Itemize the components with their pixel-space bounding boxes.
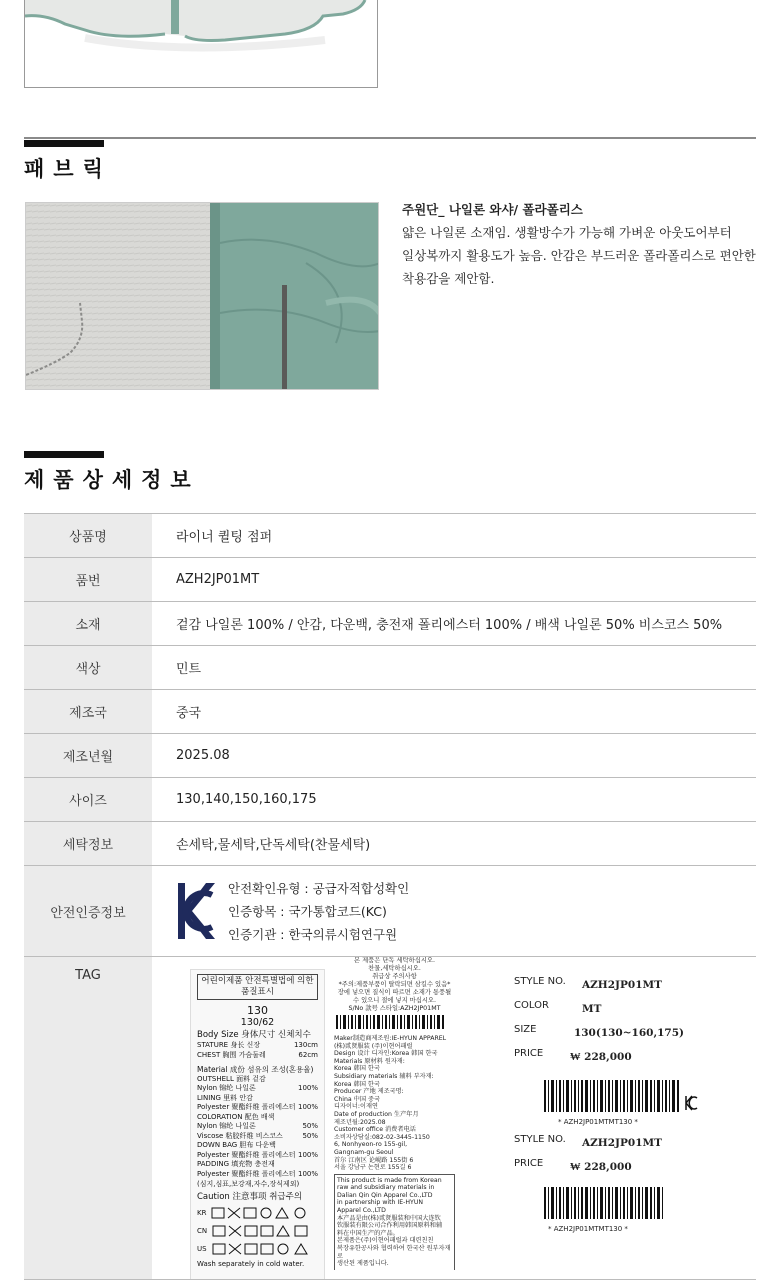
maker-line: China 中国 중국 <box>334 1095 380 1103</box>
row-key: 색상 <box>24 646 152 690</box>
label-line: 찬물,세탁하십시오. <box>368 965 421 972</box>
row-key: 제조년월 <box>24 734 152 778</box>
details-section-title: 제품상세정보 <box>24 468 200 492</box>
maker-line: Design 设计 디자인:Korea 韩国 한국 <box>334 1050 438 1058</box>
maker-line: Producer 产地 제조국명: <box>334 1088 404 1096</box>
care-body-size: Body Size 身体尺寸 신체치수 <box>197 1030 311 1040</box>
row-value: 중국 <box>152 690 756 734</box>
section-marker <box>24 451 104 458</box>
origin-line: raw and subsidiary materials in <box>337 1184 435 1192</box>
maker-line: 디자이너:이재연 <box>334 1103 378 1111</box>
care-poly3-val: 100% <box>297 1169 318 1178</box>
care-nylon-val: 100% <box>297 1084 318 1092</box>
row-key: 상품명 <box>24 514 152 558</box>
table-row <box>24 822 756 866</box>
fabric-image <box>25 202 379 390</box>
style-value: AZH2JP01MT <box>582 1137 662 1149</box>
row-value: 겉감 나일론 100% / 안감, 다운백, 충전재 폴리에스터 100% / 배색 나일론 50% 비스코스 50% <box>152 602 756 646</box>
care-viscose: Viscose 粘胶纤维 비스코스 <box>197 1131 283 1140</box>
origin-line: Apparel Co.,LTD <box>337 1207 386 1215</box>
fabric-description <box>402 198 762 290</box>
care-stature: STATURE 身长 신장 <box>197 1041 261 1049</box>
care-cn: CN <box>197 1226 208 1235</box>
origin-line: Dalian Qin Qin Apparel Co.,LTD <box>337 1191 433 1199</box>
origin-label <box>332 957 457 1279</box>
label-line: 본 제품은 단독 세탁하십시오. <box>354 957 435 964</box>
care-poly2-val: 100% <box>297 1150 318 1159</box>
row-value: 라이너 퀼팅 점퍼 <box>152 514 756 558</box>
care-viscose-val: 50% <box>302 1131 318 1140</box>
product-image <box>24 0 378 88</box>
row-key: 품번 <box>24 558 152 602</box>
care-chest-val: 62cm <box>298 1050 318 1059</box>
tag-images <box>152 957 756 1280</box>
origin-line: 복장유한공사와 협력하여 한국산 원부자재 로 <box>337 1245 451 1260</box>
row-value: 민트 <box>152 646 756 690</box>
care-symbols-icon <box>210 1206 310 1220</box>
table-row <box>24 734 756 778</box>
care-nylon2: Nylon 锦纶 나일론 <box>197 1122 256 1130</box>
size-label: SIZE <box>514 1023 537 1035</box>
label-line: 장에 넣으면 질식이 따르면 소재가 통풍될 <box>337 989 452 996</box>
section-marker <box>24 140 104 147</box>
row-key: 세탁정보 <box>24 822 152 866</box>
label-line: S/No 款号 스타일:AZH2JP01MT <box>348 1005 441 1012</box>
maker-line: Gangnam-gu Seoul <box>334 1148 394 1156</box>
row-key: 제조국 <box>24 690 152 734</box>
care-caution: Caution 注意事项 취급주의 <box>197 1191 303 1202</box>
kc-mark-icon <box>176 881 216 941</box>
label-line: 취급상 주의사항 <box>372 973 417 980</box>
maker-line: Subsidiary materials 辅料 부자재: <box>334 1072 434 1080</box>
safety-type: 안전확인유형 : 공급자적합성확인 <box>228 880 410 896</box>
maker-line: Date of production 生产年月 <box>334 1110 419 1118</box>
row-key: TAG <box>24 957 152 1280</box>
fabric-line-2: 일상복까지 활용도가 높음. 안감은 부드러운 폴라폴리스로 편안한 <box>402 248 756 263</box>
care-poly-val: 100% <box>297 1103 318 1111</box>
care-exclusion: (심지,심표,보강재,자수,장식제외) <box>197 1180 300 1188</box>
care-label-header: 어린이제품 안전특별법에 의한 품질표시 <box>197 974 318 1000</box>
color-value: MT <box>582 1003 602 1015</box>
care-size: 130 <box>247 1004 268 1017</box>
care-poly2: Polyester 聚酯纤维 폴리에스터 <box>197 1150 296 1159</box>
table-row <box>24 558 756 602</box>
maker-line: 제조년월:2025.08 <box>334 1118 386 1126</box>
origin-line: 본제품은(주)이현어패럴과 대련친친 <box>337 1237 434 1245</box>
maker-line: Korea 韩国 한국 <box>334 1065 380 1073</box>
maker-line: 서울 강남구 논현로 155길 6 <box>334 1164 412 1172</box>
care-poly3: Polyester 聚酯纤维 폴리에스터 <box>197 1169 296 1178</box>
origin-line: 钦服装有限公司合作利用韩国原料和辅 <box>337 1222 443 1230</box>
maker-line: 6, Nonhyeon-ro 155-gil, <box>334 1141 408 1149</box>
care-us: US <box>197 1244 207 1253</box>
row-value: 손세탁,물세탁,단독세탁(찬물세탁) <box>152 822 756 866</box>
row-value: AZH2JP01MT <box>152 558 756 602</box>
row-value: 2025.08 <box>152 734 756 778</box>
maker-line: Customer office 消费者电话 <box>334 1126 416 1134</box>
price-label: PRICE <box>514 1047 544 1059</box>
barcode-text: * AZH2JP01MTMT130 * <box>548 1225 628 1233</box>
fabric-heading: 주원단_ 나일론 와샤/ 폴라폴리스 <box>402 202 583 217</box>
maker-line: Maker制造商제조원:IE-HYUN APPAREL <box>334 1035 447 1042</box>
jacket-hem-illustration <box>25 0 378 88</box>
style-label: STYLE NO. <box>514 1133 566 1145</box>
care-symbols-icon <box>211 1224 311 1238</box>
care-symbols-icon <box>211 1242 311 1256</box>
care-downbag: DOWN BAG 胆布 다운백 <box>197 1141 276 1149</box>
care-nylon: Nylon 锦纶 나일론 <box>197 1084 256 1092</box>
barcode-1 <box>540 1080 700 1126</box>
maker-line: Materials 原材料 원자재: <box>334 1057 405 1065</box>
row-key: 소재 <box>24 602 152 646</box>
style-label: STYLE NO. <box>514 975 566 987</box>
table-row <box>24 690 756 734</box>
row-value <box>152 866 756 957</box>
style-value: AZH2JP01MT <box>582 979 662 991</box>
section-divider <box>24 137 756 139</box>
origin-line: 料在中国生产的产品。 <box>337 1229 399 1237</box>
label-line: *주의:제품부품이 탈락되면 삼킬수 있음* <box>338 981 451 988</box>
origin-line: 생산된 제품입니다. <box>337 1260 389 1268</box>
price-label: PRICE <box>514 1157 544 1169</box>
price-value: ₩ 228,000 <box>570 1161 632 1173</box>
care-size-2: 130/62 <box>240 1017 275 1028</box>
row-key: 사이즈 <box>24 778 152 822</box>
table-row-safety <box>24 866 756 957</box>
table-row <box>24 514 756 558</box>
label-line: 수 있으니 절에 넣지 마십시오. <box>352 997 436 1004</box>
price-tag <box>514 969 684 1065</box>
table-row <box>24 646 756 690</box>
care-kr: KR <box>197 1208 207 1217</box>
price-tag <box>514 1127 684 1175</box>
care-label <box>190 969 325 1279</box>
care-coloration: COLORATION 配色 배색 <box>197 1112 275 1121</box>
barcode-2 <box>540 1187 700 1233</box>
care-poly: Polyester 聚酯纤维 폴리에스터 <box>197 1103 296 1111</box>
care-outshell: OUTSHELL 面料 겉감 <box>197 1074 266 1083</box>
care-padding: PADDING 填充物 충전재 <box>197 1160 275 1168</box>
product-details-table <box>24 513 756 1280</box>
maker-line: 首尔 江南区 论岘路 155街 6 <box>334 1156 414 1164</box>
care-chest: CHEST 胸围 가슴둘레 <box>197 1050 266 1059</box>
origin-line: This product is made from Korean <box>337 1176 442 1184</box>
care-lining: LINING 里料 안감 <box>197 1093 253 1102</box>
maker-line: Korea 韩国 한국 <box>334 1080 380 1088</box>
fabric-section-title: 패브릭 <box>24 157 112 181</box>
barcode-icon <box>540 1080 700 1114</box>
barcode-icon <box>540 1187 670 1221</box>
care-material-title: Material 成份 섬유의 조성(혼용율) <box>197 1065 314 1074</box>
maker-line: 소비자상담실:082-02-3445-1150 <box>334 1133 430 1141</box>
price-value: ₩ 228,000 <box>570 1051 632 1063</box>
maker-line: (株)贰贤服装 (주)이현어패럴 <box>334 1042 413 1050</box>
color-label: COLOR <box>514 999 549 1011</box>
table-row <box>24 602 756 646</box>
care-wash: Wash separately in cold water. <box>197 1259 305 1268</box>
size-value: 130(130~160,175) <box>573 1027 684 1039</box>
care-nylon2-val: 50% <box>302 1122 318 1130</box>
barcode-icon <box>336 1015 446 1029</box>
origin-line: in partnership with IE-HYUN <box>337 1199 423 1207</box>
barcode-text: * AZH2JP01MTMT130 * <box>558 1118 638 1126</box>
care-stature-val: 130cm <box>293 1041 318 1049</box>
table-row <box>24 778 756 822</box>
origin-line: 本产品是由(株)贰贤服装和中国大连钦 <box>337 1214 441 1222</box>
row-value: 130,140,150,160,175 <box>152 778 756 822</box>
row-key: 안전인증정보 <box>24 866 152 957</box>
safety-item: 인증항목 : 국가통합코드(KC) <box>228 903 387 919</box>
fabric-line-1: 얇은 나일론 소재임. 생활방수가 가능해 가벼운 아웃도어부터 <box>402 225 732 240</box>
table-row-tag <box>24 957 756 1280</box>
safety-agency: 인증기관 : 한국의류시험연구원 <box>228 926 398 942</box>
fabric-line-3: 착용감을 제안함. <box>402 271 495 286</box>
